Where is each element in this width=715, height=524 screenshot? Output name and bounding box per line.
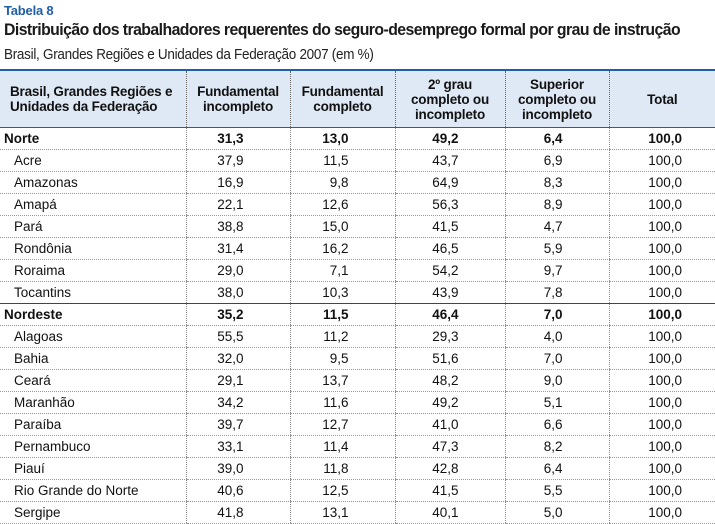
cell-value: 100,0 (609, 172, 715, 194)
cell-value: 12,6 (290, 194, 395, 216)
cell-value: 7,1 (290, 260, 395, 282)
cell-value: 54,2 (395, 260, 505, 282)
table-row (0, 480, 715, 502)
cell-value: 40,1 (395, 502, 505, 524)
row-label: Tocantins (0, 282, 186, 304)
cell-value: 100,0 (609, 502, 715, 524)
cell-value: 7,8 (505, 282, 609, 304)
cell-value: 38,0 (186, 282, 290, 304)
cell-value: 55,5 (186, 326, 290, 348)
row-label: Piauí (0, 458, 186, 480)
table-subtitle: Brasil, Grandes Regiões e Unidades da Federação 2007 (em %) (4, 47, 374, 63)
cell-value: 11,5 (290, 304, 395, 326)
cell-value: 5,0 (505, 502, 609, 524)
column-header-location: Brasil, Grandes Regiões e Unidades da Federação (0, 71, 186, 128)
row-label: Rondônia (0, 238, 186, 260)
cell-value: 100,0 (609, 194, 715, 216)
cell-value: 29,3 (395, 326, 505, 348)
cell-value: 33,1 (186, 436, 290, 458)
cell-value: 9,0 (505, 370, 609, 392)
cell-value: 56,3 (395, 194, 505, 216)
cell-value: 7,0 (505, 304, 609, 326)
table-row (0, 238, 715, 260)
cell-value: 32,0 (186, 348, 290, 370)
cell-value: 64,9 (395, 172, 505, 194)
cell-value: 4,0 (505, 326, 609, 348)
table-row (0, 348, 715, 370)
row-label: Norte (0, 128, 186, 150)
row-label: Paraíba (0, 414, 186, 436)
cell-value: 100,0 (609, 392, 715, 414)
cell-value: 41,8 (186, 502, 290, 524)
table-row (0, 502, 715, 524)
cell-value: 11,6 (290, 392, 395, 414)
cell-value: 8,3 (505, 172, 609, 194)
table-row (0, 326, 715, 348)
cell-value: 49,2 (395, 392, 505, 414)
cell-value: 43,7 (395, 150, 505, 172)
table-row (0, 282, 715, 304)
cell-value: 31,4 (186, 238, 290, 260)
cell-value: 12,5 (290, 480, 395, 502)
row-label: Ceará (0, 370, 186, 392)
row-label: Amazonas (0, 172, 186, 194)
cell-value: 100,0 (609, 238, 715, 260)
cell-value: 6,9 (505, 150, 609, 172)
cell-value: 8,9 (505, 194, 609, 216)
row-label: Maranhão (0, 392, 186, 414)
table-body (0, 128, 715, 524)
table-row (0, 370, 715, 392)
cell-value: 100,0 (609, 128, 715, 150)
cell-value: 5,5 (505, 480, 609, 502)
cell-value: 38,8 (186, 216, 290, 238)
cell-value: 46,4 (395, 304, 505, 326)
cell-value: 16,2 (290, 238, 395, 260)
row-label: Amapá (0, 194, 186, 216)
column-header-total: Total (609, 71, 715, 128)
cell-value: 9,8 (290, 172, 395, 194)
cell-value: 5,9 (505, 238, 609, 260)
cell-value: 13,0 (290, 128, 395, 150)
cell-value: 100,0 (609, 282, 715, 304)
cell-value: 29,0 (186, 260, 290, 282)
table-title: Distribuição dos trabalhadores requerentes do seguro-desemprego formal por grau de instrução (4, 20, 681, 39)
cell-value: 100,0 (609, 414, 715, 436)
cell-value: 6,4 (505, 128, 609, 150)
cell-value: 12,7 (290, 414, 395, 436)
table-row (0, 150, 715, 172)
cell-value: 9,5 (290, 348, 395, 370)
column-header-fundamental-incompleto: Fundamental incompleto (186, 71, 290, 128)
table-row (0, 414, 715, 436)
table-row (0, 216, 715, 238)
cell-value: 49,2 (395, 128, 505, 150)
cell-value: 11,4 (290, 436, 395, 458)
row-label: Alagoas (0, 326, 186, 348)
row-label: Nordeste (0, 304, 186, 326)
cell-value: 51,6 (395, 348, 505, 370)
row-label: Pará (0, 216, 186, 238)
table-row (0, 172, 715, 194)
row-label: Sergipe (0, 502, 186, 524)
table-row (0, 194, 715, 216)
row-label: Pernambuco (0, 436, 186, 458)
column-header-segundo-grau: 2º grau completo ou incompleto (395, 71, 505, 128)
region-row (0, 304, 715, 326)
cell-value: 8,2 (505, 436, 609, 458)
cell-value: 41,5 (395, 480, 505, 502)
table-row (0, 458, 715, 480)
region-row (0, 128, 715, 150)
table-row (0, 260, 715, 282)
cell-value: 5,1 (505, 392, 609, 414)
cell-value: 13,1 (290, 502, 395, 524)
cell-value: 46,5 (395, 238, 505, 260)
cell-value: 41,5 (395, 216, 505, 238)
row-label: Acre (0, 150, 186, 172)
cell-value: 7,0 (505, 348, 609, 370)
cell-value: 31,3 (186, 128, 290, 150)
cell-value: 37,9 (186, 150, 290, 172)
cell-value: 39,7 (186, 414, 290, 436)
cell-value: 41,0 (395, 414, 505, 436)
table-row (0, 392, 715, 414)
row-label: Bahia (0, 348, 186, 370)
cell-value: 42,8 (395, 458, 505, 480)
row-label: Rio Grande do Norte (0, 480, 186, 502)
cell-value: 43,9 (395, 282, 505, 304)
cell-value: 29,1 (186, 370, 290, 392)
cell-value: 39,0 (186, 458, 290, 480)
cell-value: 16,9 (186, 172, 290, 194)
table-number: Tabela 8 (4, 3, 54, 18)
cell-value: 47,3 (395, 436, 505, 458)
data-table (0, 71, 715, 524)
cell-value: 40,6 (186, 480, 290, 502)
cell-value: 4,7 (505, 216, 609, 238)
cell-value: 11,5 (290, 150, 395, 172)
cell-value: 10,3 (290, 282, 395, 304)
cell-value: 100,0 (609, 458, 715, 480)
cell-value: 6,6 (505, 414, 609, 436)
cell-value: 6,4 (505, 458, 609, 480)
cell-value: 11,8 (290, 458, 395, 480)
table-row (0, 436, 715, 458)
header-row (0, 71, 715, 128)
cell-value: 13,7 (290, 370, 395, 392)
cell-value: 100,0 (609, 150, 715, 172)
cell-value: 100,0 (609, 436, 715, 458)
column-header-superior: Superior completo ou incompleto (505, 71, 609, 128)
cell-value: 9,7 (505, 260, 609, 282)
cell-value: 100,0 (609, 304, 715, 326)
column-header-fundamental-completo: Fundamental completo (290, 71, 395, 128)
cell-value: 100,0 (609, 260, 715, 282)
cell-value: 34,2 (186, 392, 290, 414)
cell-value: 100,0 (609, 216, 715, 238)
cell-value: 35,2 (186, 304, 290, 326)
cell-value: 100,0 (609, 370, 715, 392)
cell-value: 100,0 (609, 480, 715, 502)
cell-value: 15,0 (290, 216, 395, 238)
cell-value: 100,0 (609, 326, 715, 348)
cell-value: 48,2 (395, 370, 505, 392)
cell-value: 22,1 (186, 194, 290, 216)
cell-value: 100,0 (609, 348, 715, 370)
cell-value: 11,2 (290, 326, 395, 348)
row-label: Roraima (0, 260, 186, 282)
